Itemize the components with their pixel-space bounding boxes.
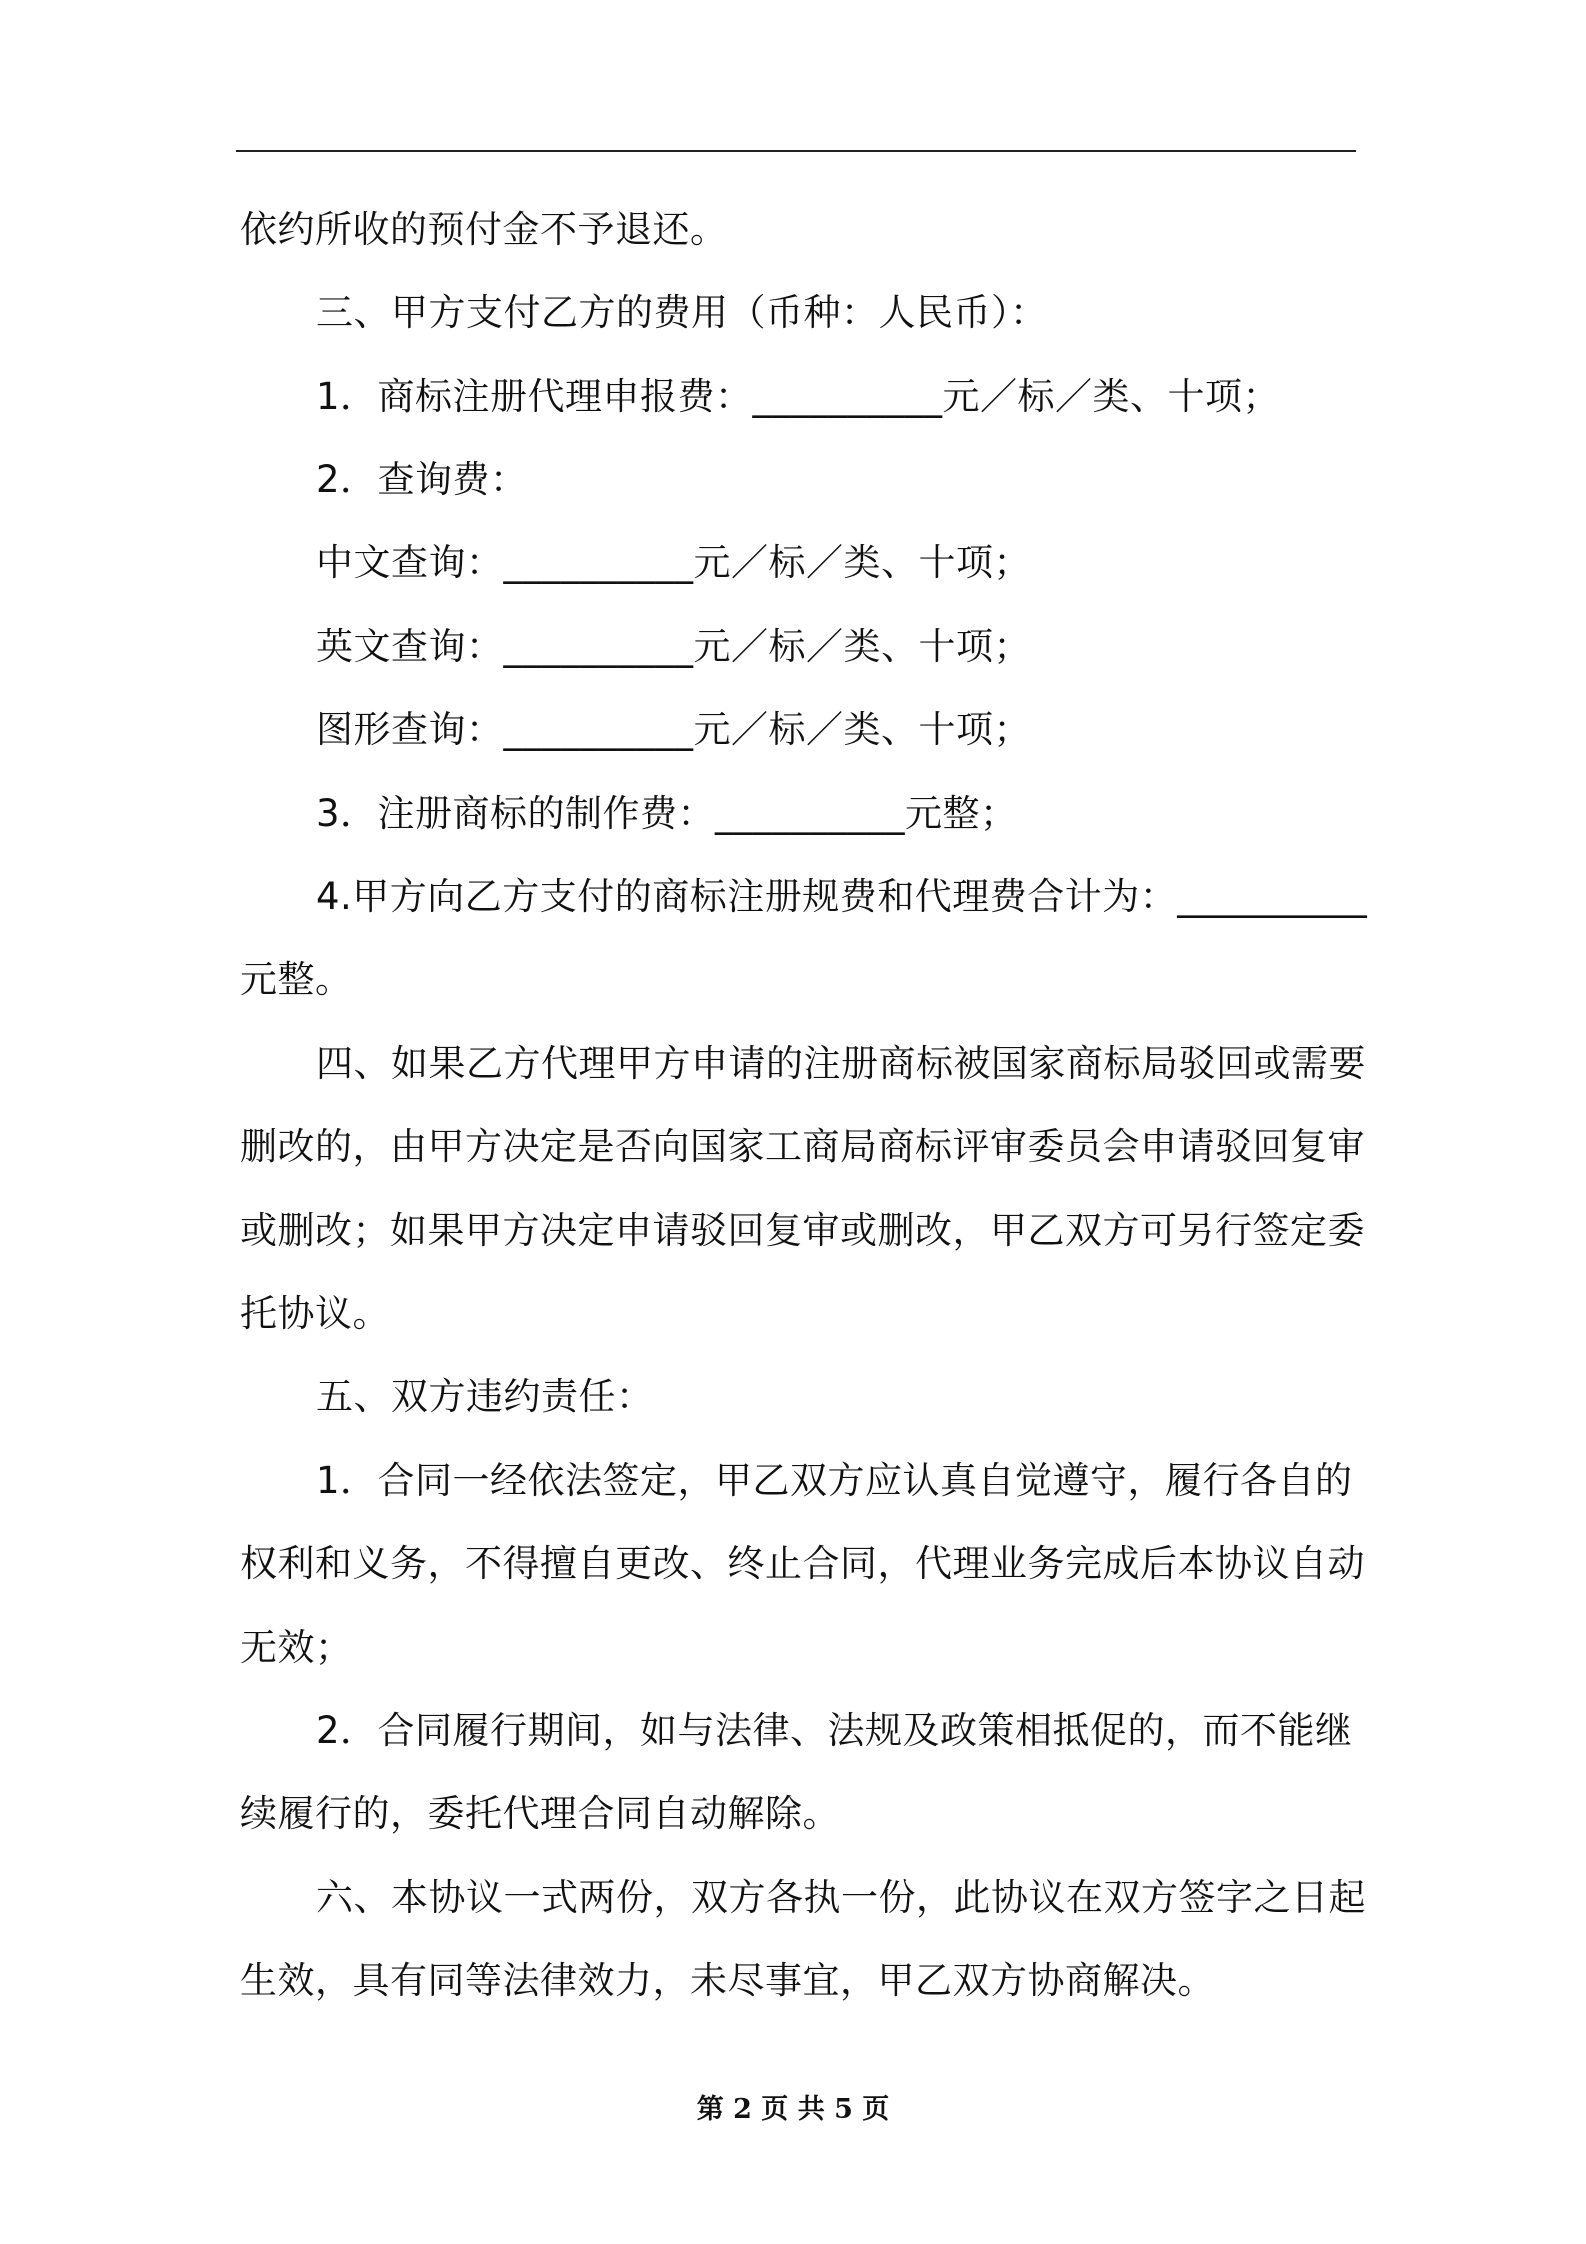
text-line: 1．合同一经依法签定，甲乙双方应认真自觉遵守，履行各自的 xyxy=(316,1459,1353,1502)
text-line: 续履行的，委托代理合同自动解除。 xyxy=(240,1792,840,1835)
text-line: 权利和义务，不得擅自更改、终止合同，代理业务完成后本协议自动 xyxy=(240,1542,1365,1585)
text-line: 删改的，由甲方决定是否向国家工商局商标评审委员会申请驳回复审 xyxy=(240,1125,1365,1168)
text-line: 元整。 xyxy=(240,958,353,1001)
section-heading-fees: 三、甲方支付乙方的费用（币种：人民币）： xyxy=(316,291,1048,334)
section-heading-copies: 六、本协议一式两份，双方各执一份，此协议在双方签字之日起 xyxy=(316,1876,1366,1919)
text-line: 无效； xyxy=(240,1626,353,1669)
text-line: 托协议。 xyxy=(240,1292,390,1335)
text-line: 图形查询：__________元／标／类、十项； xyxy=(316,708,1031,751)
text-line: 或删改；如果甲方决定申请驳回复审或删改，甲乙双方可另行签定委 xyxy=(240,1209,1365,1252)
text-line: 中文查询：__________元／标／类、十项； xyxy=(316,541,1031,584)
text-line: 2．查询费： xyxy=(316,458,528,501)
section-heading-rejection: 四、如果乙方代理甲方申请的注册商标被国家商标局驳回或需要 xyxy=(316,1042,1366,1085)
section-heading-liability: 五、双方违约责任： xyxy=(316,1375,654,1418)
text-line: 4.甲方向乙方支付的商标注册规费和代理费合计为：__________ xyxy=(316,875,1368,918)
text-line: 1．商标注册代理申报费：__________元／标／类、十项； xyxy=(316,375,1281,418)
text-line: 2．合同履行期间，如与法律、法规及政策相抵促的，而不能继 xyxy=(316,1709,1353,1752)
header-rule xyxy=(236,150,1356,152)
text-line: 依约所收的预付金不予退还。 xyxy=(240,208,728,251)
page-number: 第 2 页 共 5 页 xyxy=(696,2094,890,2125)
text-line: 3．注册商标的制作费：__________元整； xyxy=(316,792,1018,835)
text-line: 生效，具有同等法律效力，未尽事宜，甲乙双方协商解决。 xyxy=(240,1959,1215,2002)
text-line: 英文查询：__________元／标／类、十项； xyxy=(316,625,1031,668)
